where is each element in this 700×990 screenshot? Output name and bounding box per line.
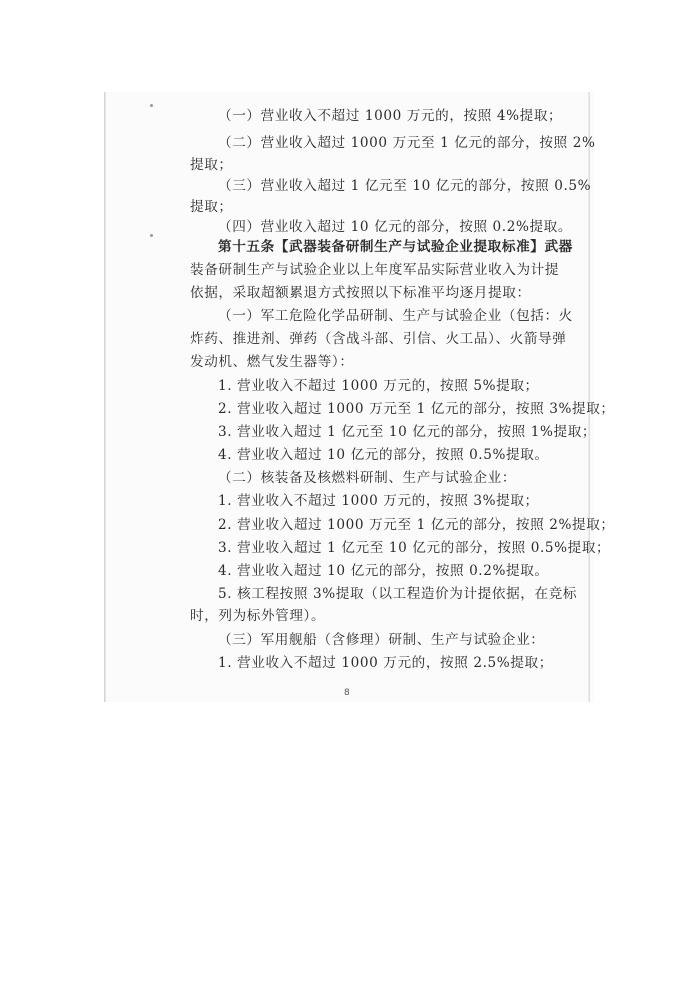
- text-line: 3. 营业收入超过 1 亿元至 10 亿元的部分，按照 1%提取；: [218, 424, 597, 440]
- text-line: 5. 核工程按照 3%提取（以工程造价为计提依据，在竞标: [218, 586, 578, 602]
- text-line: 2. 营业收入超过 1000 万元至 1 亿元的部分，按照 2%提取；: [218, 517, 615, 533]
- text-line: （二）营业收入超过 1000 万元至 1 亿元的部分，按照 2%: [218, 135, 596, 151]
- article-heading: 第十五条【武器装备研制生产与试验企业提取标准】武器: [218, 239, 573, 255]
- text-line: （四）营业收入超过 10 亿元的部分，按照 0.2%提取。: [218, 219, 573, 235]
- text-line: （三）军用舰船（含修理）研制、生产与试验企业：: [218, 632, 545, 648]
- text-line: 装备研制生产与试验企业以上年度军品实际营业收入为计提: [190, 262, 560, 278]
- text-line: 提取；: [190, 199, 233, 215]
- text-line: 发动机、燃气发生器等）：: [190, 354, 354, 370]
- text-line: 1. 营业收入不超过 1000 万元的，按照 2.5%提取；: [218, 655, 553, 671]
- text-line: 提取；: [190, 157, 233, 173]
- text-line: （一）营业收入不超过 1000 万元的，按照 4%提取；: [218, 108, 563, 124]
- text-line: 3. 营业收入超过 1 亿元至 10 亿元的部分，按照 0.5%提取；: [218, 540, 611, 556]
- text-line: 时，列为标外管理）。: [190, 608, 326, 624]
- text-line: （二）核装备及核燃料研制、生产与试验企业：: [218, 470, 517, 486]
- text-line: 1. 营业收入不超过 1000 万元的，按照 5%提取；: [218, 378, 539, 394]
- text-line: 依据，采取超额累退方式按照以下标准平均逐月提取：: [190, 285, 531, 301]
- text-line: 2. 营业收入超过 1000 万元至 1 亿元的部分，按照 3%提取；: [218, 401, 615, 417]
- text-line: 4. 营业收入超过 10 亿元的部分，按照 0.2%提取。: [218, 563, 549, 579]
- text-line: 4. 营业收入超过 10 亿元的部分，按照 0.5%提取。: [218, 447, 549, 463]
- text-line: 1. 营业收入不超过 1000 万元的，按照 3%提取；: [218, 493, 539, 509]
- text-line: （三）营业收入超过 1 亿元至 10 亿元的部分，按照 0.5%: [218, 178, 592, 194]
- text-line: 炸药、推进剂、弹药（含战斗部、引信、火工品）、火箭导弹: [190, 331, 567, 347]
- text-line: （一）军工危险化学品研制、生产与试验企业（包括：火: [218, 308, 573, 324]
- page-number: 8: [344, 688, 350, 698]
